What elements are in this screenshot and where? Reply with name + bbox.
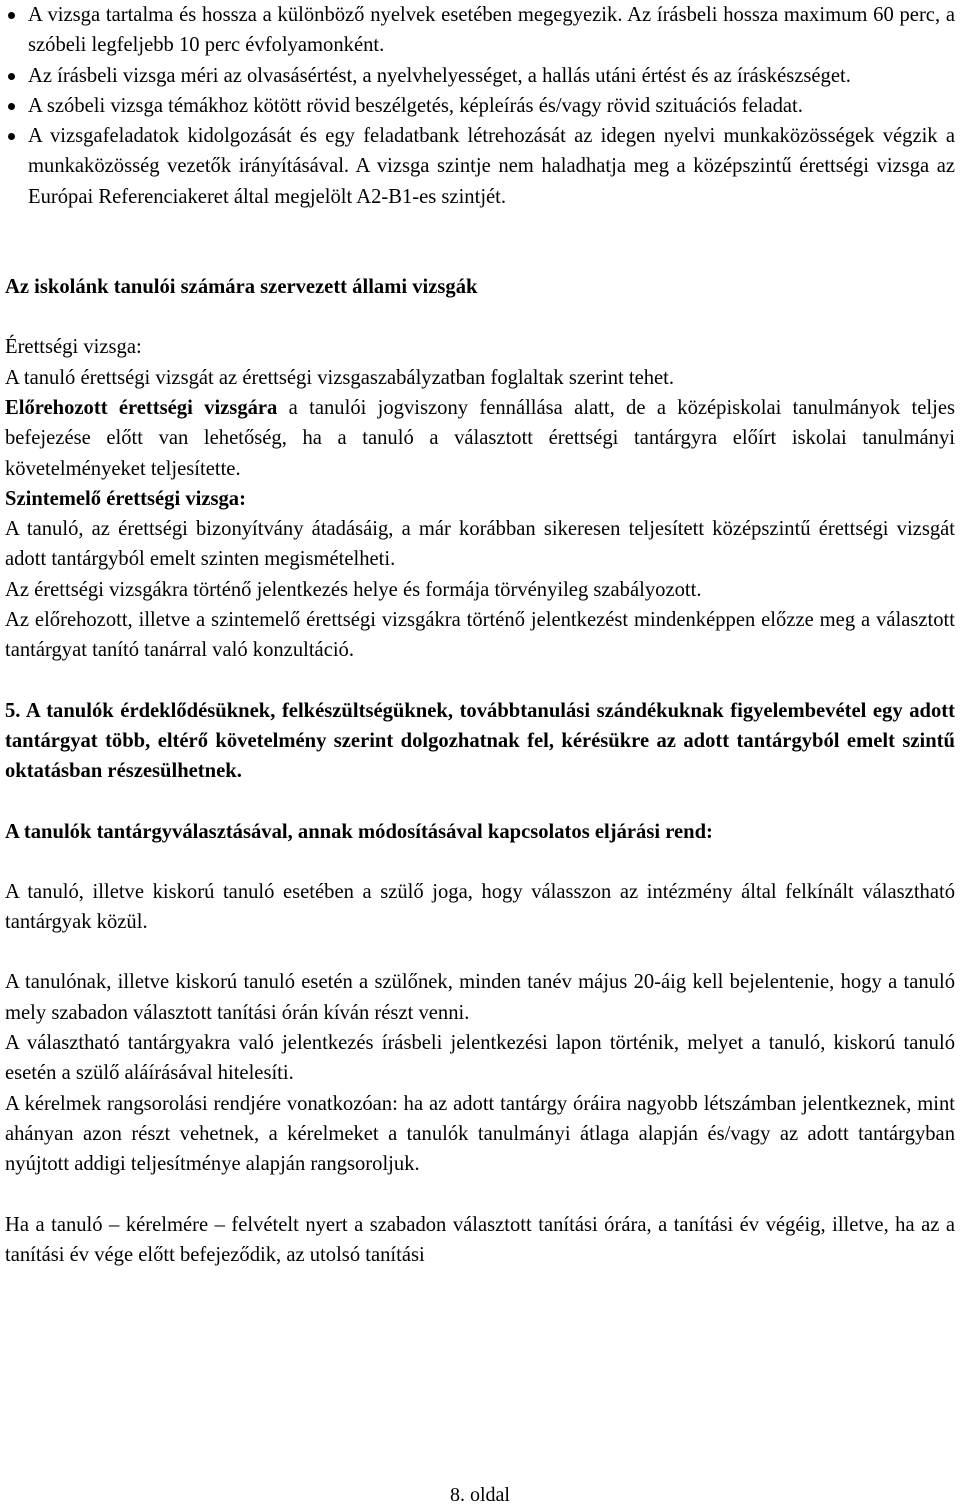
- subject-choice-paragraph-5: Ha a tanuló – kérelmére – felvételt nyert a szabadon választott tanítási órára, a tanítási év végéig, illetve, ha az a tanítási év vége előtt befejeződik, az utolsó tanítási: [5, 1213, 955, 1266]
- bullet-icon: [8, 133, 15, 140]
- list-item-text: A szóbeli vizsga témákhoz kötött rövid beszélgetés, képleírás és/vagy rövid szituációs feladat.: [28, 94, 803, 117]
- list-item: [5, 0, 955, 61]
- matura-label: Érettségi vizsga:: [5, 336, 142, 359]
- list-item: [5, 91, 955, 121]
- registration-text: Az érettségi vizsgákra történő jelentkezés helye és formája törvényileg szabályozott.: [5, 578, 702, 601]
- list-item-text: A vizsga tartalma és hossza a különböző nyelvek esetében megegyezik. Az írásbeli hossza maximum 60 perc, a szóbeli legfeljebb 10 perc évfolyamonként.: [28, 4, 955, 57]
- section-5-heading: 5. A tanulók érdeklődésüknek, felkészültségüknek, továbbtanulási szándékuknak figyelembevétel egy adott tantárgyat több, eltérő követelmény szerint dolgozhatnak fel, kérésükre az adott tantárgyból emelt szintű oktatásban részesülhetnek.: [5, 699, 955, 783]
- list-item-text: Az írásbeli vizsga méri az olvasásértést, a nyelvhelyességet, a hallás utáni értést és az íráskészséget.: [28, 64, 851, 87]
- upgrade-matura-label: Szintemelő érettségi vizsga:: [5, 487, 246, 510]
- bullet-icon: [8, 73, 15, 80]
- subject-choice-heading: A tanulók tantárgyválasztásával, annak módosításával kapcsolatos eljárási rend:: [5, 820, 713, 843]
- subject-choice-paragraph-3: A választható tantárgyakra való jelentkezés írásbeli jelentkezési lapon történik, melyet a tanuló, kiskorú tanuló esetén a szülő aláírásával hitelesíti.: [5, 1032, 955, 1085]
- matura-text: A tanuló érettségi vizsgát az érettségi vizsgaszabályzatban foglaltak szerint tehet.: [5, 366, 675, 389]
- subject-choice-paragraph-1: A tanuló, illetve kiskorú tanuló esetében a szülő joga, hogy válasszon az intézmény által felkínált választható tantárgyak közül.: [5, 880, 955, 934]
- subject-choice-paragraph-2: A tanulónak, illetve kiskorú tanuló esetén a szülőnek, minden tanév május 20-áig kell bejelentenie, hogy a tanuló mely szabadon választott tanítási órán kíván részt venni.: [5, 971, 955, 1024]
- upgrade-matura-text: A tanuló, az érettségi bizonyítvány átadásáig, a már korábban sikeresen teljesített középszintű érettségi vizsgát adott tantárgyból emelt szinten megismételheti.: [5, 518, 955, 571]
- state-exams-heading: Az iskolánk tanulói számára szervezett állami vizsgák: [5, 276, 478, 299]
- subject-choice-paragraph-4: A kérelmek rangsorolási rendjére vonatkozóan: ha az adott tantárgy óráira nagyobb létszámban jelentkeznek, mint ahányan azon részt vehetnek, a kérelmeket a tanulók tanulmányi átlaga alapján és/vagy az adott tantárgyban nyújtott addigi teljesítménye alapján rangsoroljuk.: [5, 1092, 955, 1176]
- bullet-icon: [8, 103, 15, 110]
- consultation-text: Az előrehozott, illetve a szintemelő érettségi vizsgákra történő jelentkezést mindenképpen előzze meg a választott tantárgyat tanító tanárral való konzultáció.: [5, 609, 955, 662]
- document-page: [5, 0, 955, 1270]
- early-matura-label: Előrehozott érettségi vizsgára: [5, 396, 278, 419]
- exam-info-list: [5, 0, 955, 212]
- page-number: 8. oldal: [450, 1484, 510, 1506]
- early-matura-paragraph: [5, 393, 955, 484]
- list-item: [5, 61, 955, 91]
- early-matura-text: a tanulói jogviszony fennállása alatt, de a középiskolai tanulmányok teljes befejezése előtt van lehetőség, ha a tanuló a választott érettségi tantárgyra előírt iskolai tanulmányi követelményeket teljesítette.: [5, 396, 955, 480]
- list-item-text: A vizsgafeladatok kidolgozását és egy feladatbank létrehozását az idegen nyelvi munkaközösségek végzik a munkaközösség vezetők irányításával. A vizsga szintje nem haladhatja meg a középszintű érettségi vizsga az Európai Referenciakeret által megjelölt A2-B1-es szintjét.: [28, 125, 955, 208]
- list-item: [5, 121, 955, 212]
- bullet-icon: [8, 12, 15, 19]
